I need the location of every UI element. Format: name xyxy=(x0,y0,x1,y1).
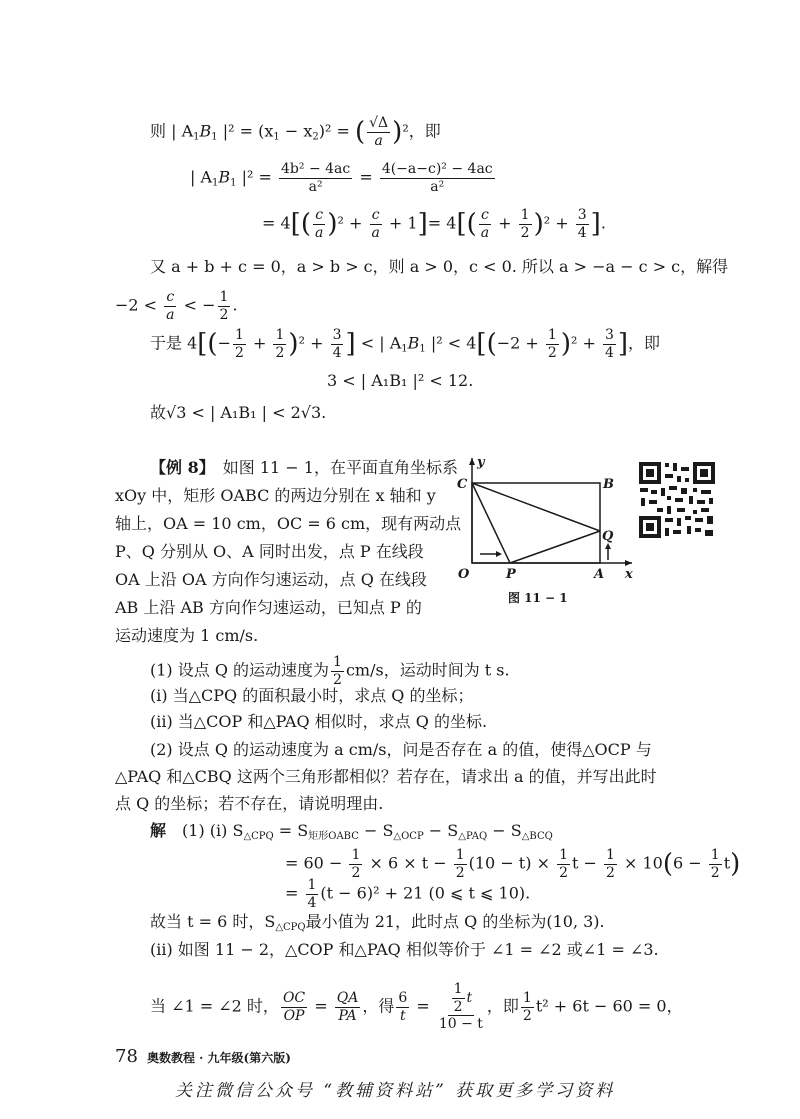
segment-pq xyxy=(510,531,600,563)
text: t xyxy=(399,1007,406,1024)
solution-line-6: 当 ∠1 = ∠2 时， $\frac{OC}{OP}$ = $\frac{QA}{PA}$ ，得 $\frac{6}{t}$ = $\frac{1}{2}$ t 10 − t ，即 $\frac{1}{2}$ t² + 6t − 60 = 0， xyxy=(150,981,683,1033)
text: 2 xyxy=(547,344,557,361)
text: a² xyxy=(308,178,323,195)
text: 10 − t xyxy=(438,1016,483,1033)
fraction xyxy=(273,328,286,360)
text: △BCQ xyxy=(521,831,553,842)
fraction xyxy=(546,328,559,360)
label-q: Q xyxy=(602,529,614,544)
fraction xyxy=(576,208,589,240)
page-number: 78 xyxy=(115,1046,138,1067)
text: ，即 xyxy=(628,333,661,353)
label-x: x xyxy=(625,567,633,582)
text: − S xyxy=(487,821,522,840)
text: 1 xyxy=(559,847,568,863)
text: )² = xyxy=(318,121,355,141)
solution-line-4 xyxy=(150,914,605,933)
math-line-6: 于是 4[(− $\frac{1}{2}$ + $\frac{1}{2}$ )² + $\frac{3}{4}$ ] < | $A_1B_1$ |² < 4[(−2 + $\frac{1}{2}$ )² + $\frac{3}{4}$ ]，即 xyxy=(150,327,661,361)
text: . xyxy=(232,295,238,315)
fraction xyxy=(281,991,307,1023)
text: 2 xyxy=(520,224,530,241)
text: 2 xyxy=(522,1007,532,1024)
text: + xyxy=(247,333,272,353)
fraction xyxy=(709,848,722,880)
text: − x xyxy=(279,121,313,141)
text: ² + xyxy=(543,213,574,233)
fraction xyxy=(218,290,231,322)
text: t xyxy=(466,990,473,1007)
text: 4 xyxy=(332,344,342,361)
text: OP xyxy=(283,1007,305,1024)
example-line: xOy 中，矩形 OABC 的两边分别在 x 轴和 y xyxy=(115,486,436,505)
fraction xyxy=(349,848,362,880)
page-footer xyxy=(115,1048,291,1066)
solution-line-1 xyxy=(150,823,553,842)
text: ² + xyxy=(298,333,329,353)
text: (1) 设点 Q 的运动速度为 xyxy=(150,660,330,680)
fraction xyxy=(380,162,495,194)
fraction xyxy=(335,991,361,1023)
text: △PAQ xyxy=(458,831,488,842)
text: (1) (i) S xyxy=(182,821,244,840)
text: 1 xyxy=(455,847,465,863)
fraction xyxy=(603,328,616,360)
text: 【例 8】 xyxy=(150,458,207,477)
text: −2 + xyxy=(496,333,544,353)
example-line: 运动速度为 1 cm/s. xyxy=(115,626,259,645)
label-y: y xyxy=(477,455,485,470)
text: = 4 xyxy=(262,213,291,233)
text: < − xyxy=(178,295,216,315)
text: + xyxy=(493,213,517,233)
text: 1 xyxy=(234,327,244,343)
math-line-3: = 4[( $\frac{c}{a}$ )² + $\frac{c}{a}$ + 1]= 4[( $\frac{c}{a}$ + $\frac{1}{2}$ )² + $\frac{3}{4}$ ]. xyxy=(262,207,606,241)
text: 2 xyxy=(275,344,285,361)
text: − S xyxy=(358,821,394,840)
fraction xyxy=(331,328,344,360)
question-2: 点 Q 的坐标；若不存在，请说明理由. xyxy=(115,794,384,813)
text: 1 xyxy=(219,289,229,305)
fraction xyxy=(367,116,390,148)
text: c xyxy=(371,207,380,223)
fraction xyxy=(306,878,319,910)
text: = xyxy=(309,996,333,1016)
text: △CPQ xyxy=(275,922,306,933)
text: 2 xyxy=(219,306,229,323)
y-arrowhead xyxy=(469,458,475,465)
example-line: AB 上沿 AB 方向作匀速运动，已知点 P 的 xyxy=(115,598,422,617)
math-line-7: 3 < | A₁B₁ |² < 12. xyxy=(327,371,474,390)
text: 解 xyxy=(150,821,167,840)
text: 6 − xyxy=(673,853,707,873)
text: |² < 4 xyxy=(425,333,477,353)
book-title: 奥数教程 · 九年级(第六版) xyxy=(147,1051,291,1065)
text: = S xyxy=(273,821,309,840)
fraction xyxy=(313,208,325,240)
question-1-ii: (ii) 当△COP 和△PAQ 相似时，求点 Q 的坐标. xyxy=(150,712,488,731)
text: c xyxy=(315,207,324,223)
text: 则 | A xyxy=(150,121,194,141)
text: t² + 6t − 60 = 0， xyxy=(535,996,683,1016)
text: |² = xyxy=(236,167,278,187)
text: − S xyxy=(423,821,459,840)
text: 2 xyxy=(351,864,361,881)
fraction xyxy=(279,162,352,194)
text: ² + xyxy=(337,213,368,233)
text: < | A xyxy=(355,333,402,353)
label-c: C xyxy=(457,477,468,492)
text: 2 xyxy=(559,864,568,881)
text: = 60 − xyxy=(285,853,348,873)
fraction xyxy=(521,991,534,1023)
fraction xyxy=(233,328,246,360)
text: √Δ xyxy=(369,115,389,131)
fraction xyxy=(604,848,617,880)
text: OC xyxy=(282,989,306,1006)
fraction xyxy=(164,290,176,322)
text: 矩形OABC xyxy=(308,831,359,842)
text: = xyxy=(285,883,304,903)
math-line-5 xyxy=(115,290,238,322)
text: 3 xyxy=(332,327,342,343)
text: 2 xyxy=(710,864,720,881)
text: | A xyxy=(190,167,213,187)
text: . xyxy=(600,213,606,233)
solution-line-5: (ii) 如图 11 − 2，△COP 和△PAQ 相似等价于 ∠1 = ∠2 或∠1 = ∠3. xyxy=(150,940,659,959)
fraction xyxy=(452,982,465,1014)
x-arrowhead xyxy=(625,560,632,566)
arrowhead xyxy=(496,551,502,557)
qr-code xyxy=(637,460,717,540)
text: 4 xyxy=(577,224,587,241)
text: 3 xyxy=(577,207,587,223)
fraction xyxy=(331,655,344,687)
text: − xyxy=(217,333,231,353)
example-line: P、Q 分别从 O、A 同时出发，点 P 在线段 xyxy=(115,542,424,561)
text: a xyxy=(371,224,380,241)
fraction xyxy=(519,208,532,240)
text: × 6 × t − xyxy=(364,853,452,873)
solution-line-2: = 60 − $\frac{1}{2}$ × 6 × t − $\frac{1}{2}$ (10 − t) × $\frac{1}{2}$ t − $\frac{1}{2}$ × 10(6 − $\frac{1}{2}$ t) xyxy=(285,847,741,881)
math-line-1: 则 | $A_1B_1$ $|^2 = (x_1 - x_2)^2$ = ( $\frac{√\Delta}{a}$ )²，即 xyxy=(150,115,441,149)
text: ，得 xyxy=(362,996,395,1016)
text: 故当 t = 6 时，S xyxy=(150,912,276,931)
text: 当 ∠1 = ∠2 时， xyxy=(150,996,279,1016)
text: 1 xyxy=(307,877,317,893)
text: + 1 xyxy=(383,213,418,233)
text: 1 xyxy=(351,847,361,863)
text: (10 − t) × xyxy=(468,853,556,873)
math-line-8: 故√3 < | A₁B₁ | < 2√3. xyxy=(150,403,327,422)
text: a xyxy=(166,306,175,323)
text: QA xyxy=(336,989,359,1006)
text: 最小值为 21，此时点 Q 的坐标为(10, 3). xyxy=(305,912,605,931)
promo-text: 关注微信公众号 “教辅资料站” 获取更多学习资料 xyxy=(175,1081,616,1101)
text: 1 xyxy=(606,847,615,863)
text: ²，即 xyxy=(402,121,441,141)
text: 2 xyxy=(606,864,615,881)
text: B xyxy=(199,121,212,141)
text: c xyxy=(480,207,489,223)
fraction xyxy=(454,848,467,880)
text: × 10 xyxy=(618,853,663,873)
text: c xyxy=(166,289,175,305)
text: 2 xyxy=(453,998,463,1015)
text: 1 xyxy=(522,989,532,1006)
text: 4 xyxy=(307,894,317,911)
text: 2 xyxy=(333,671,342,688)
text: a xyxy=(480,224,490,241)
text: ² + xyxy=(570,333,601,353)
text: 2 xyxy=(455,864,465,881)
text: (t − 6)² + 21 (0 ⩽ t ⩽ 10). xyxy=(320,883,531,903)
text: t xyxy=(723,853,731,873)
label-o: O xyxy=(458,567,470,582)
fraction xyxy=(437,982,485,1032)
text: 1 xyxy=(275,327,285,343)
text: cm/s，运动时间为 t s. xyxy=(345,660,510,680)
text: a xyxy=(374,132,383,149)
fraction xyxy=(479,208,491,240)
text: △CPQ xyxy=(243,831,274,842)
figure-11-1 xyxy=(450,448,640,608)
text: = 4 xyxy=(427,213,457,233)
text: 1 xyxy=(520,207,530,223)
question-2: △PAQ 和△CBQ 这两个三角形都相似？若存在，请求出 a 的值，并写出此时 xyxy=(115,767,657,786)
text: a² xyxy=(430,178,445,195)
text: −2 < xyxy=(115,295,163,315)
text: 于是 4 xyxy=(150,333,198,353)
text: 6 xyxy=(398,989,408,1006)
example-tag xyxy=(150,460,458,476)
math-line-2: | $A_1B_1$ |² = $\frac{\text{4b² − 4ac}}{\text{a²}}$ = $\frac{\text{4(−a−c)² − 4ac}}{\text{a²}}$ xyxy=(190,161,493,195)
text: PA xyxy=(338,1007,357,1024)
question-2: (2) 设点 Q 的运动速度为 a cm/s，问是否存在 a 的值，使得△OCP 与 xyxy=(150,740,652,759)
text: 1 xyxy=(333,654,342,670)
example-line: OA 上沿 OA 方向作匀速运动，点 Q 在线段 xyxy=(115,570,427,589)
fraction xyxy=(396,991,409,1023)
text: |² = (x xyxy=(217,121,274,141)
math-line-4: 又 a + b + c = 0，a > b > c，则 a > 0，c < 0. 所以 a > −a − c > c，解得 xyxy=(150,257,729,276)
solution-line-3 xyxy=(285,878,530,910)
text: 1 xyxy=(453,981,463,997)
text: 3 xyxy=(604,327,614,343)
label-p: P xyxy=(506,567,516,582)
example-line: 轴上，OA = 10 cm，OC = 6 cm，现有两动点 xyxy=(115,514,462,533)
question-1 xyxy=(150,655,510,687)
fraction xyxy=(557,848,570,880)
text: ，即 xyxy=(486,996,519,1016)
question-1-i: (i) 当△CPQ 的面积最小时，求点 Q 的坐标； xyxy=(150,686,474,705)
text: 如图 11 − 1，在平面直角坐标系 xyxy=(222,458,458,477)
text: a xyxy=(314,224,324,241)
label-b: B xyxy=(603,477,614,492)
text: △OCP xyxy=(393,831,424,842)
text: 4 xyxy=(604,344,614,361)
text: t − xyxy=(571,853,602,873)
label-a: A xyxy=(594,567,605,582)
fraction xyxy=(369,208,381,240)
text: 1 xyxy=(710,847,720,863)
text: 2 xyxy=(234,344,244,361)
figure-caption: 图 11 − 1 xyxy=(508,591,568,605)
text: 4b² − 4ac xyxy=(281,161,351,177)
text: 4(−a−c)² − 4ac xyxy=(381,161,493,177)
text: 1 xyxy=(547,327,557,343)
